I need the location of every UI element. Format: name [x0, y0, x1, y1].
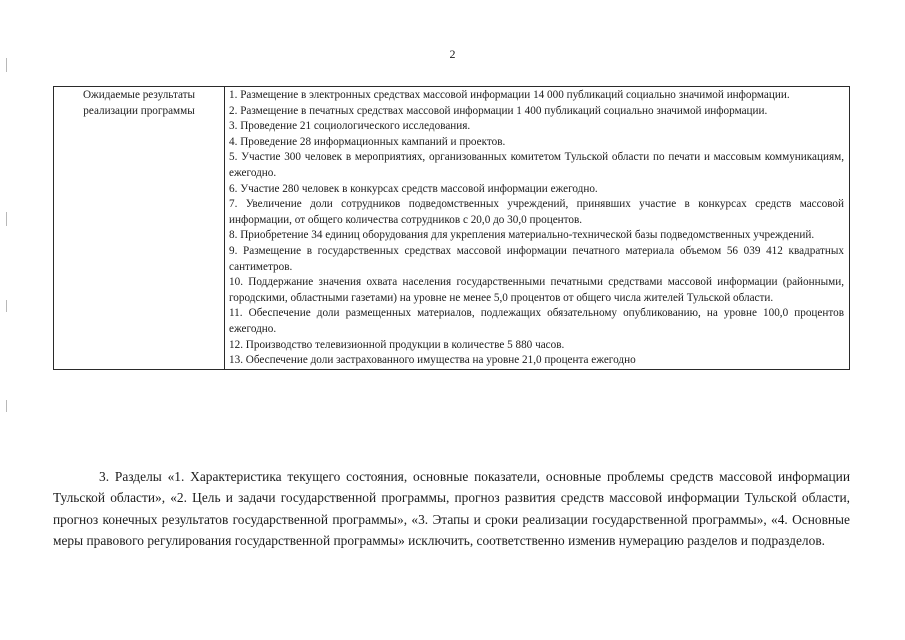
result-item: 10. Поддержание значения охвата населения государственными печатными средствами массовой информации (районными, городскими, областными газетами) на уровне не менее 5,0 процентов от общего числа жителей Тульской области.	[229, 276, 844, 304]
result-item: 12. Производство телевизионной продукции в количестве 5 880 часов.	[229, 338, 565, 351]
result-item: 6. Участие 280 человек в конкурсах средств массовой информации ежегодно.	[229, 182, 598, 195]
result-item: 7. Увеличение доли сотрудников подведомственных учреждений, принявших участие в конкурсах средств массовой информации, от общего количества сотрудников с 20,0 до 30,0 процентов.	[229, 198, 844, 226]
table-row	[54, 87, 850, 370]
result-item: 9. Размещение в государственных средствах массовой информации печатного материала объемом 56 039 412 квадратных сантиметров.	[229, 244, 844, 273]
result-item: 4. Проведение 28 информационных кампаний и проектов.	[229, 135, 506, 148]
row-label-cell: Ожидаемые результаты реализации программы	[54, 87, 225, 370]
expected-results-table	[53, 86, 850, 370]
amendment-paragraph: 3. Разделы «1. Характеристика текущего состояния, основные показатели, основные проблемы средств массовой информации Тульской области», «2. Цель и задачи государственной программы, прогноз развития средств массовой информации Тульской области, прогноз конечных результатов государственной программы», «3. Этапы и сроки реализации государственной программы», «4. Основные меры правового регулирования государственной программы» исключить, соответственно изменив нумерацию разделов и подразделов.	[53, 469, 850, 548]
result-item: 8. Приобретение 34 единиц оборудования для укрепления материально-технической базы подведомственных учреждений.	[229, 229, 815, 242]
scan-margin-mark	[6, 212, 7, 226]
result-item: 11. Обеспечение доли размещенных материалов, подлежащих обязательному опубликованию, на уровне 100,0 процентов ежегодно.	[229, 307, 844, 335]
result-item: 13. Обеспечение доли застрахованного имущества на уровне 21,0 процента ежегодно	[229, 354, 636, 367]
result-item: 1. Размещение в электронных средствах массовой информации 14 000 публикаций социально значимой информации.	[229, 89, 790, 101]
scan-margin-mark	[6, 400, 7, 412]
result-item: 3. Проведение 21 социологического исследования.	[229, 120, 471, 133]
result-item: 5. Участие 300 человек в мероприятиях, организованных комитетом Тульской области по печати и массовым коммуникациям, ежегодно.	[229, 151, 844, 179]
results-list-cell	[225, 87, 850, 370]
scan-margin-mark	[6, 300, 7, 312]
page-number: 2	[449, 47, 456, 61]
result-item: 2. Размещение в печатных средствах массовой информации 1 400 публикаций социально значимой информации.	[229, 104, 768, 117]
